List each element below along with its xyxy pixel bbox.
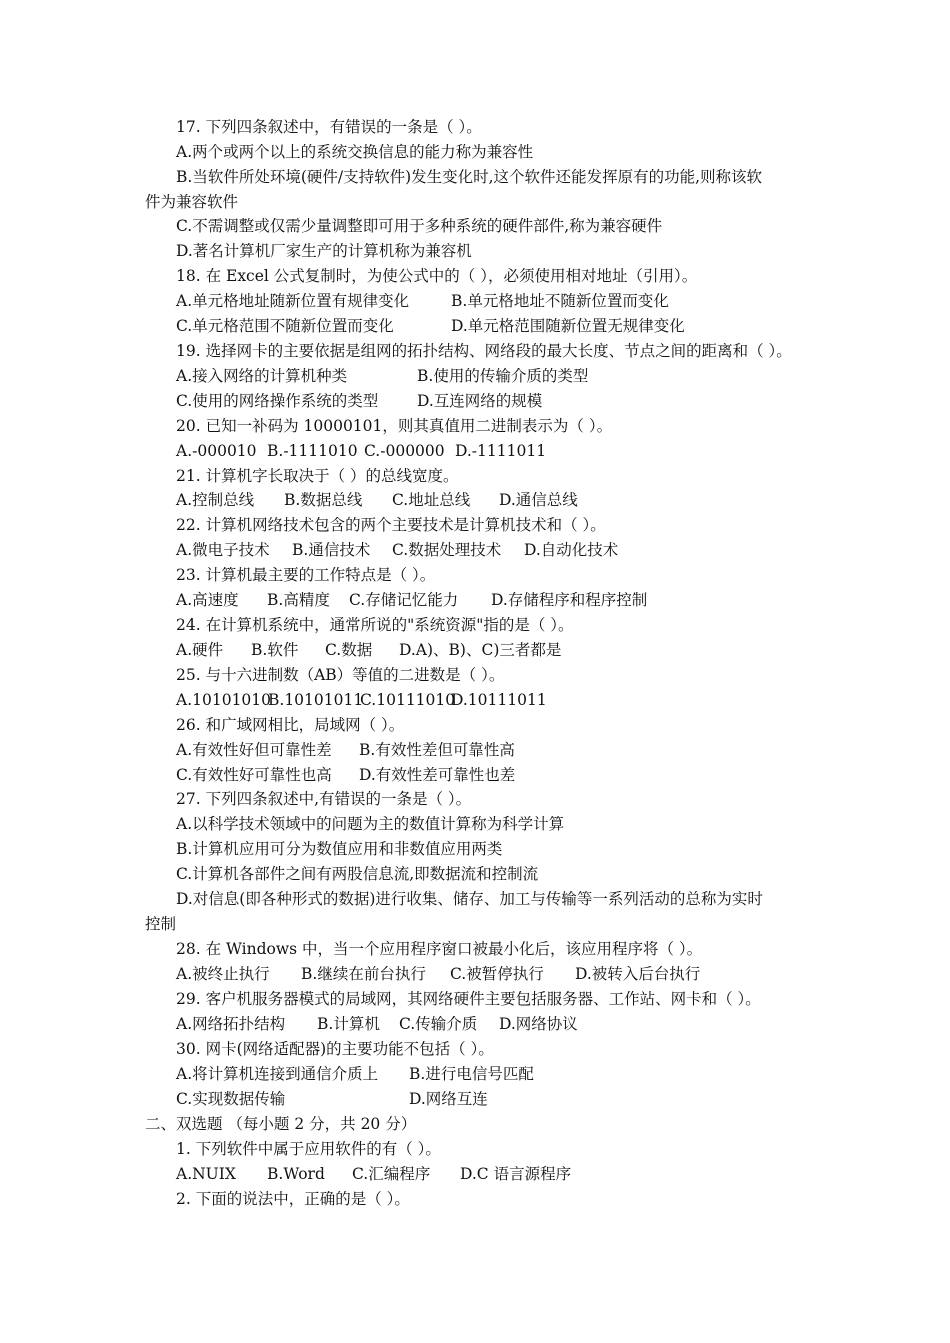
q27-option-b: B.计算机应用可分为数值应用和非数值应用两类 (176, 840, 503, 858)
s2q1-option-c: C.汇编程序 (352, 1165, 431, 1183)
q29-option-b: B.计算机 (317, 1015, 380, 1033)
q23-option-a: A.高速度 (176, 591, 239, 609)
q26-option-a: A.有效性好但可靠性差 (176, 741, 332, 759)
q28-option-b: B.继续在前台执行 (301, 965, 426, 983)
question-21: 21. 计算机字长取决于（ ）的总线宽度。 (176, 467, 459, 485)
s2q1-option-d: D.C 语言源程序 (460, 1165, 572, 1183)
q21-option-d: D.通信总线 (499, 491, 578, 509)
question-28: 28. 在 Windows 中，当一个应用程序窗口被最小化后，该应用程序将（ ）。 (176, 940, 703, 958)
q17-option-b: B.当软件所处环境(硬件/支持软件)发生变化时,这个软件还能发挥原有的功能,则称该软 (176, 168, 762, 186)
question-20: 20. 已知一补码为 10000101，则其真值用二进制表示为（ ）。 (176, 417, 613, 435)
q26-option-d: D.有效性差可靠性也差 (359, 766, 516, 784)
q17-option-d: D.著名计算机厂家生产的计算机称为兼容机 (176, 242, 472, 260)
q29-option-d: D.网络协议 (499, 1015, 578, 1033)
q24-option-c: C.数据 (325, 641, 373, 659)
q30-option-d: D.网络互连 (409, 1090, 488, 1108)
q30-option-b: B.进行电信号匹配 (409, 1065, 534, 1083)
question-23: 23. 计算机最主要的工作特点是（ ）。 (176, 566, 436, 584)
q26-option-c: C.有效性好可靠性也高 (176, 766, 332, 784)
question-17: 17. 下列四条叙述中，有错误的一条是（ ）。 (176, 118, 482, 136)
q19-option-b: B.使用的传输介质的类型 (417, 367, 589, 385)
q20-option-a: A.-000010 (176, 442, 257, 460)
q25-option-a: A.10101010 (176, 691, 272, 709)
q22-option-b: B.通信技术 (292, 541, 371, 559)
q23-option-d: D.存储程序和程序控制 (491, 591, 648, 609)
question-29: 29. 客户机服务器模式的局域网，其网络硬件主要包括服务器、工作站、网卡和（ ）。 (176, 990, 761, 1008)
q19-option-d: D.互连网络的规模 (417, 392, 543, 410)
s2q1-option-b: B.Word (267, 1165, 325, 1183)
question-25: 25. 与十六进制数（AB）等值的二进数是（ ）。 (176, 666, 505, 684)
q27-option-d-cont: 控制 (145, 915, 177, 933)
q21-option-a: A.控制总线 (176, 491, 255, 509)
question-22: 22. 计算机网络技术包含的两个主要技术是计算机技术和（ ）。 (176, 516, 606, 534)
q22-option-a: A.微电子技术 (176, 541, 270, 559)
q28-option-a: A.被终止执行 (176, 965, 270, 983)
q21-option-b: B.数据总线 (284, 491, 363, 509)
q18-option-d: D.单元格范围随新位置无规律变化 (451, 317, 685, 335)
q27-option-d: D.对信息(即各种形式的数据)进行收集、储存、加工与传输等一系列活动的总称为实时 (176, 890, 763, 908)
q23-option-c: C.存储记忆能力 (349, 591, 459, 609)
q18-option-c: C.单元格范围不随新位置而变化 (176, 317, 394, 335)
q25-option-b: B.10101011 (268, 691, 364, 709)
q18-option-b: B.单元格地址不随新位置而变化 (451, 292, 669, 310)
q17-option-c: C.不需调整或仅需少量调整即可用于多种系统的硬件部件,称为兼容硬件 (176, 217, 663, 235)
q20-option-b: B.-1111010 (267, 442, 358, 460)
q24-option-d: D.A)、B)、C)三者都是 (399, 641, 562, 659)
q30-option-c: C.实现数据传输 (176, 1090, 286, 1108)
question-18: 18. 在 Excel 公式复制时，为使公式中的（ ），必须使用相对地址（引用）。 (176, 267, 698, 285)
question-30: 30. 网卡(网络适配器)的主要功能不包括（ ）。 (176, 1040, 494, 1058)
q20-option-c: C.-000000 (364, 442, 445, 460)
q28-option-d: D.被转入后台执行 (575, 965, 701, 983)
section-heading-double-choice: 二、双选题 （每小题 2 分，共 20 分） (145, 1115, 417, 1133)
q27-option-a: A.以科学技术领域中的问题为主的数值计算称为科学计算 (176, 815, 565, 833)
q17-option-a: A.两个或两个以上的系统交换信息的能力称为兼容性 (176, 143, 534, 161)
question-19: 19. 选择网卡的主要依据是组网的拓扑结构、网络段的最大长度、节点之间的距离和（ ）。 (176, 342, 792, 360)
q24-option-a: A.硬件 (176, 641, 224, 659)
q25-option-d: D.10111011 (451, 691, 547, 709)
s2q1-option-a: A.NUIX (176, 1165, 236, 1183)
q28-option-c: C.被暂停执行 (450, 965, 544, 983)
q21-option-c: C.地址总线 (392, 491, 471, 509)
q22-option-d: D.自动化技术 (524, 541, 619, 559)
q23-option-b: B.高精度 (267, 591, 330, 609)
q19-option-a: A.接入网络的计算机种类 (176, 367, 348, 385)
section2-question-1: 1. 下列软件中属于应用软件的有（ ）。 (176, 1140, 441, 1158)
question-24: 24. 在计算机系统中，通常所说的"系统资源"指的是（ ）。 (176, 616, 574, 634)
q22-option-c: C.数据处理技术 (392, 541, 502, 559)
q30-option-a: A.将计算机连接到通信介质上 (176, 1065, 379, 1083)
section2-question-2: 2. 下面的说法中，正确的是（ ）。 (176, 1190, 410, 1208)
q29-option-a: A.网络拓扑结构 (176, 1015, 286, 1033)
q24-option-b: B.软件 (251, 641, 299, 659)
q17-option-b-cont: 件为兼容软件 (145, 193, 239, 211)
question-26: 26. 和广域网相比，局域网（ ）。 (176, 716, 405, 734)
q27-option-c: C.计算机各部件之间有两股信息流,即数据流和控制流 (176, 865, 539, 883)
q25-option-c: C.10111010 (360, 691, 456, 709)
q18-option-a: A.单元格地址随新位置有规律变化 (176, 292, 410, 310)
q29-option-c: C.传输介质 (399, 1015, 478, 1033)
q19-option-c: C.使用的网络操作系统的类型 (176, 392, 379, 410)
question-27: 27. 下列四条叙述中,有错误的一条是（ ）。 (176, 790, 472, 808)
q20-option-d: D.-1111011 (455, 442, 547, 460)
q26-option-b: B.有效性差但可靠性高 (359, 741, 515, 759)
